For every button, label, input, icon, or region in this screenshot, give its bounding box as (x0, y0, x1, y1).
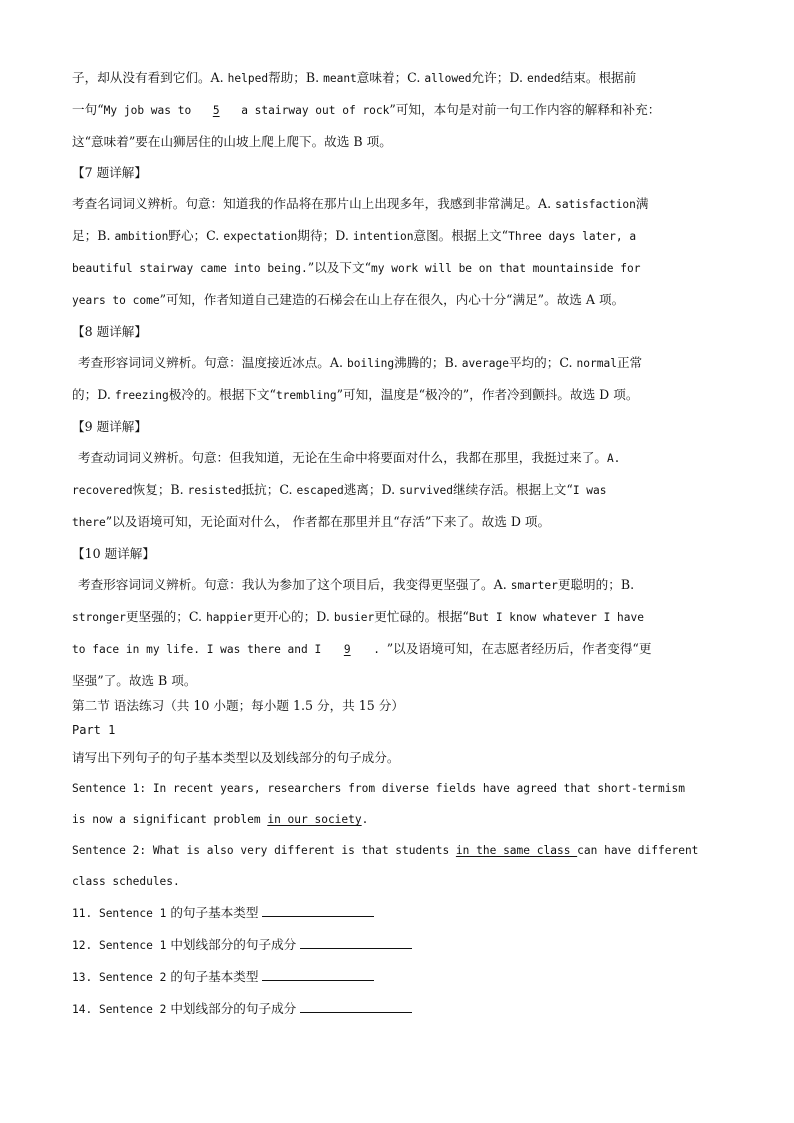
q6-explanation-line-2 (72, 94, 724, 126)
quote-text: Three days later, a (508, 230, 637, 243)
text-run: 更忙碌的。根据“ (374, 609, 469, 624)
option-word: allowed (424, 72, 472, 85)
text-run: ”可知，温度是“极冷的”，作者冷到颤抖。故选 D 项。 (336, 387, 639, 402)
quote-text: trembling (275, 389, 337, 402)
text-run: 满 (635, 196, 649, 211)
text-run: ”可知，作者知道自己建造的石梯会在山上存在很久，内心十分“满足”。故选 A 项。 (159, 292, 625, 307)
blank-number: 5 (212, 104, 220, 117)
text-run: 的；D. (72, 387, 115, 402)
text-run: 这“意味着”要在山狮居住的山坡上爬上爬下。故选 B 项。 (72, 134, 392, 149)
q10-line-2 (72, 601, 724, 633)
sentence-ref: Sentence 2 (98, 971, 167, 984)
text-run: 更开心的；D. (253, 609, 334, 624)
question-number: 14. (72, 1003, 99, 1016)
text-run: 沸腾的；B. (394, 355, 462, 370)
text-run: ”以及语境可知，在志愿者经历后，作者变得“更 (386, 641, 652, 656)
text-run: Sentence 2: What is also very different is that students (72, 844, 456, 857)
q9-heading: 【9 题详解】 (72, 419, 147, 434)
sentence-ref: Sentence 2 (98, 1003, 167, 1016)
text-run: 继续存活。根据上文“ (453, 482, 573, 497)
text-run: 子，却从没有看到它们。A. (72, 70, 228, 85)
sentence-2-line-1 (72, 835, 724, 866)
option-word: stronger (72, 611, 126, 624)
text-run: 正常 (616, 355, 643, 370)
q9-line-3 (72, 506, 724, 538)
quote-text: a stairway out of rock (241, 104, 390, 117)
question-13 (72, 961, 724, 993)
text-run: 野心；C. (168, 228, 224, 243)
quote-text: to face in my life. I was there and I (72, 643, 322, 656)
answer-blank[interactable] (262, 904, 374, 917)
answer-blank[interactable] (300, 936, 412, 949)
option-word: boiling (346, 357, 395, 370)
q8-line-1 (72, 347, 724, 379)
option-word: normal (576, 357, 617, 370)
text-run: 足；B. (72, 228, 115, 243)
text-run: 更坚强的；C. (125, 609, 207, 624)
text-run: 平均的；C. (508, 355, 577, 370)
q8-heading: 【8 题详解】 (72, 324, 147, 339)
document-page (72, 62, 724, 1025)
question-text: 的句子基本类型 (170, 969, 259, 984)
option-word: happier (206, 611, 254, 624)
text-run: 意图。根据上文“ (413, 228, 509, 243)
text-run: ”以及下文“ (307, 260, 372, 275)
option-word: resisted (187, 484, 242, 497)
sentence-ref: Sentence 1 (98, 939, 167, 952)
quote-text: My job was to (103, 104, 192, 117)
question-14 (72, 993, 724, 1025)
quote-text: . (373, 643, 387, 656)
question-12 (72, 929, 724, 961)
text-run: 期待；D. (297, 228, 353, 243)
text-run: ”以及语境可知，无论面对什么， 作者都在那里并且“存活”下来了。故选 D 项。 (105, 514, 551, 529)
q7-line-4 (72, 284, 724, 316)
option-word: helped (227, 72, 269, 85)
quote-text: there (72, 516, 106, 529)
text-run: 恢复；B. (132, 482, 188, 497)
q9-line-2 (72, 474, 724, 506)
option-word: smarter (510, 579, 558, 592)
text-run: is now a significant problem (72, 813, 268, 826)
question-number: 13. (72, 971, 99, 984)
answer-blank[interactable] (300, 1000, 412, 1013)
question-11 (72, 897, 724, 929)
underlined-phrase: in the same class (455, 844, 578, 857)
option-word: expectation (223, 230, 298, 243)
blank-number: 9 (343, 643, 351, 656)
option-word: freezing (114, 389, 169, 402)
instruction: 请写出下列句子的句子基本类型以及划线部分的句子成分。 (72, 750, 400, 765)
option-word: escaped (296, 484, 344, 497)
option-word: ambition (114, 230, 169, 243)
text-run: 抵抗；C. (241, 482, 297, 497)
quote-text: beautiful stairway came into being. (72, 262, 308, 275)
option-word: ended (526, 72, 561, 85)
text-run: 帮助；B. (268, 70, 324, 85)
text-run: 允许；D. (471, 70, 527, 85)
question-number: 12. (72, 939, 99, 952)
underlined-phrase: in our society (267, 813, 362, 826)
q6-explanation-line-3 (72, 126, 724, 157)
sentence-ref: Sentence 1 (98, 907, 167, 920)
q7-heading: 【7 题详解】 (72, 165, 147, 180)
text-run: 考查形容词词义辨析。句意：温度接近冰点。A. (78, 355, 347, 370)
quote-text: years to come (72, 294, 160, 307)
text-run: 逃离；D. (343, 482, 400, 497)
option-word: busier (333, 611, 375, 624)
q10-line-4 (72, 665, 724, 696)
q10-line-1 (72, 569, 724, 601)
q6-explanation-line-1 (72, 62, 724, 94)
q10-line-3 (72, 633, 724, 665)
option-word: survived (399, 484, 454, 497)
text-run: can have different (577, 844, 699, 857)
option-word: recovered (72, 484, 133, 497)
option-letter: A. (606, 452, 621, 465)
option-word: average (461, 357, 509, 370)
text-run: 极冷的。根据下文“ (168, 387, 276, 402)
q7-line-1 (72, 188, 724, 220)
sentence-1-line-2 (72, 804, 724, 835)
text-run: 意味着；C. (356, 70, 425, 85)
option-word: meant (323, 72, 357, 85)
option-word: satisfaction (555, 198, 636, 211)
quote-text: my work will be on that mountainside for (371, 262, 641, 275)
text-run: ”可知，本句是对前一句工作内容的解释和补充： (389, 102, 661, 117)
quote-text: But I know whatever I have (468, 611, 644, 624)
q10-heading: 【10 题详解】 (72, 546, 155, 561)
q8-line-2 (72, 379, 724, 411)
question-text: 的句子基本类型 (170, 905, 259, 920)
section-title: 第二节 语法练习（共 10 小题；每小题 1.5 分，共 15 分） (72, 698, 404, 713)
q7-line-2 (72, 220, 724, 252)
q9-line-1 (72, 442, 724, 474)
part-label: Part 1 (72, 723, 116, 737)
question-text: 中划线部分的句子成分 (170, 937, 297, 952)
text-run: 一句“ (72, 102, 104, 117)
q7-line-3 (72, 252, 724, 284)
text-run: 结束。根据前 (560, 70, 637, 85)
text-run: 考查动词词义辨析。句意：但我知道，无论在生命中将要面对什么，我都在那里，我挺过来了。 (78, 450, 607, 465)
text-run: 考查名词词义辨析。句意：知道我的作品将在那片山上出现多年，我感到非常满足。A. (72, 196, 556, 211)
sentence-2-line-2: class schedules. (72, 875, 180, 888)
text-run: 坚强”了。故选 B 项。 (72, 673, 197, 688)
option-word: intention (352, 230, 414, 243)
text-run: 更聪明的；B. (557, 577, 635, 592)
sentence-1-line-1: Sentence 1: In recent years, researchers from diverse fields have agreed that short-termism (72, 782, 685, 795)
text-run: 考查形容词词义辨析。句意：我认为参加了这个项目后，我变得更坚强了。A. (78, 577, 511, 592)
answer-blank[interactable] (262, 968, 374, 981)
question-text: 中划线部分的句子成分 (170, 1001, 297, 1016)
question-number: 11. (72, 907, 99, 920)
quote-text: I was (572, 484, 607, 497)
text-run: . (361, 813, 369, 826)
